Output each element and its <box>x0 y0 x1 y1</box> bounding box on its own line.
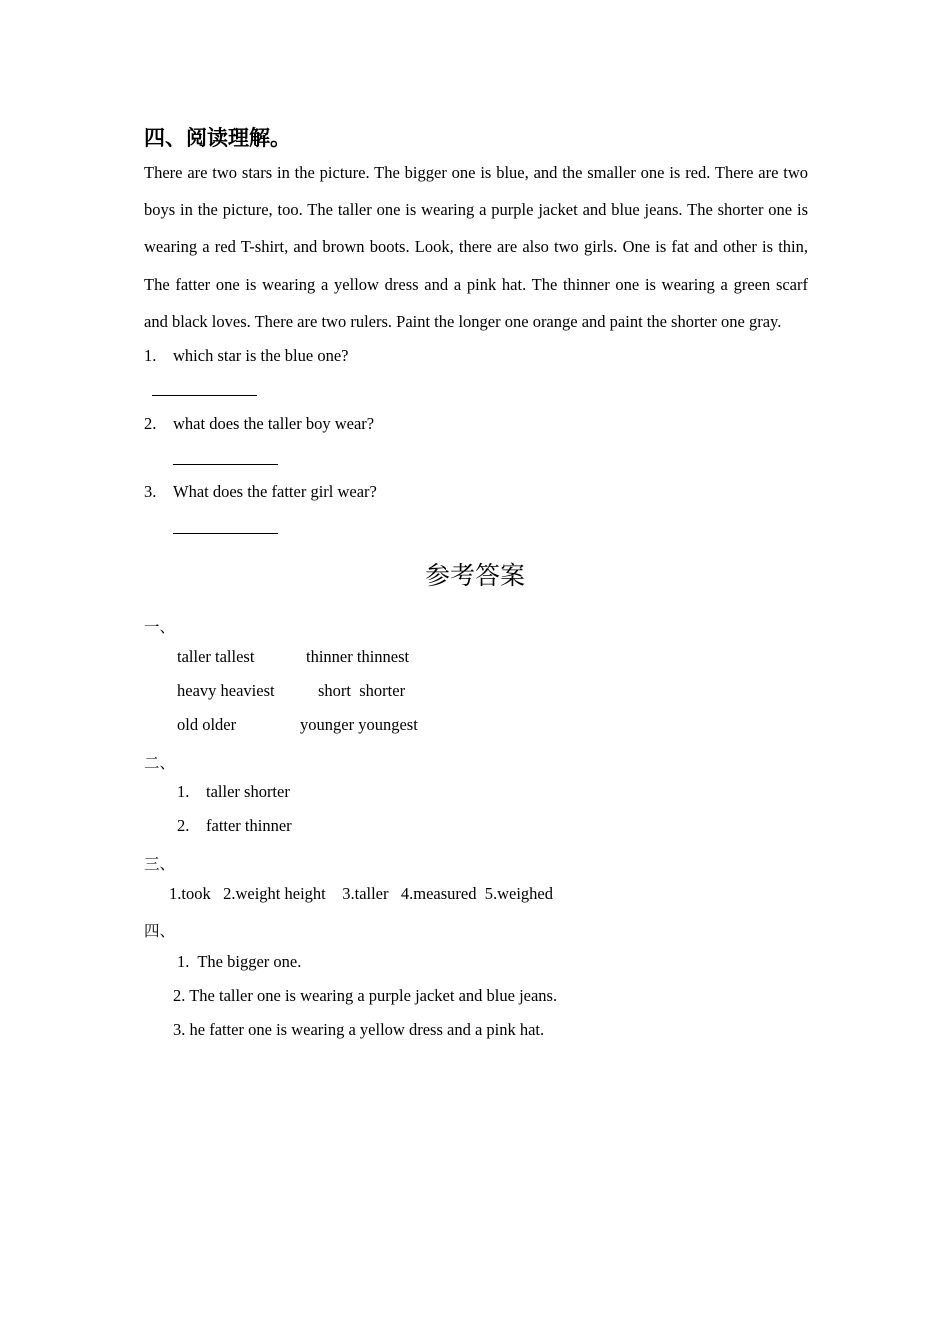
answer-cell: short shorter <box>318 681 406 700</box>
answer-number: 1. <box>177 782 190 801</box>
reading-heading: 四、阅读理解。 <box>144 126 291 150</box>
question-text: what does the taller boy wear? <box>173 414 375 433</box>
answer-text: 3. he fatter one is wearing a yellow dress and a pink hat. <box>173 1020 545 1039</box>
answer-section-label: 四、 <box>144 922 176 940</box>
passage-line: The fatter one is wearing a yellow dress and a pink hat. The thinner one is wearing a green scarf <box>144 275 808 294</box>
passage-line: boys in the picture, too. The taller one is wearing a purple jacket and blue jeans. The shorter one is <box>144 200 808 219</box>
answer-section-label: 一、 <box>144 618 176 636</box>
passage-line: wearing a red T-shirt, and brown boots. Look, there are also two girls. One is fat and other is thin, <box>144 237 808 256</box>
answer-text: taller shorter <box>206 782 290 801</box>
question-text: which star is the blue one? <box>173 346 349 365</box>
answer-cell: thinner thinnest <box>306 647 410 666</box>
answer-blank[interactable] <box>173 533 278 534</box>
answer-blank[interactable] <box>152 395 257 396</box>
passage-line: and black loves. There are two rulers. Paint the longer one orange and paint the shorter one gray. <box>144 312 782 331</box>
question-text: What does the fatter girl wear? <box>173 482 377 501</box>
answer-section-label: 三、 <box>144 855 176 873</box>
answer-section-label: 二、 <box>144 754 176 772</box>
answer-text: fatter thinner <box>206 816 292 835</box>
answer-text: 2. The taller one is wearing a purple jacket and blue jeans. <box>173 986 558 1005</box>
question-number: 2. <box>144 414 157 433</box>
answer-cell: old older <box>177 715 237 734</box>
passage-line: There are two stars in the picture. The bigger one is blue, and the smaller one is red. There are two <box>144 163 808 182</box>
answer-text: 1.took 2.weight height 3.taller 4.measured 5.weighed <box>169 884 553 903</box>
answer-cell: younger youngest <box>300 715 418 734</box>
question-number: 3. <box>144 482 157 501</box>
question-number: 1. <box>144 346 157 365</box>
answer-number: 2. <box>177 816 190 835</box>
answer-blank[interactable] <box>173 464 278 465</box>
answer-cell: heavy heaviest <box>177 681 275 700</box>
answer-cell: taller tallest <box>177 647 255 666</box>
answer-key-title: 参考答案 <box>424 561 525 590</box>
answer-text: 1. The bigger one. <box>177 952 302 971</box>
